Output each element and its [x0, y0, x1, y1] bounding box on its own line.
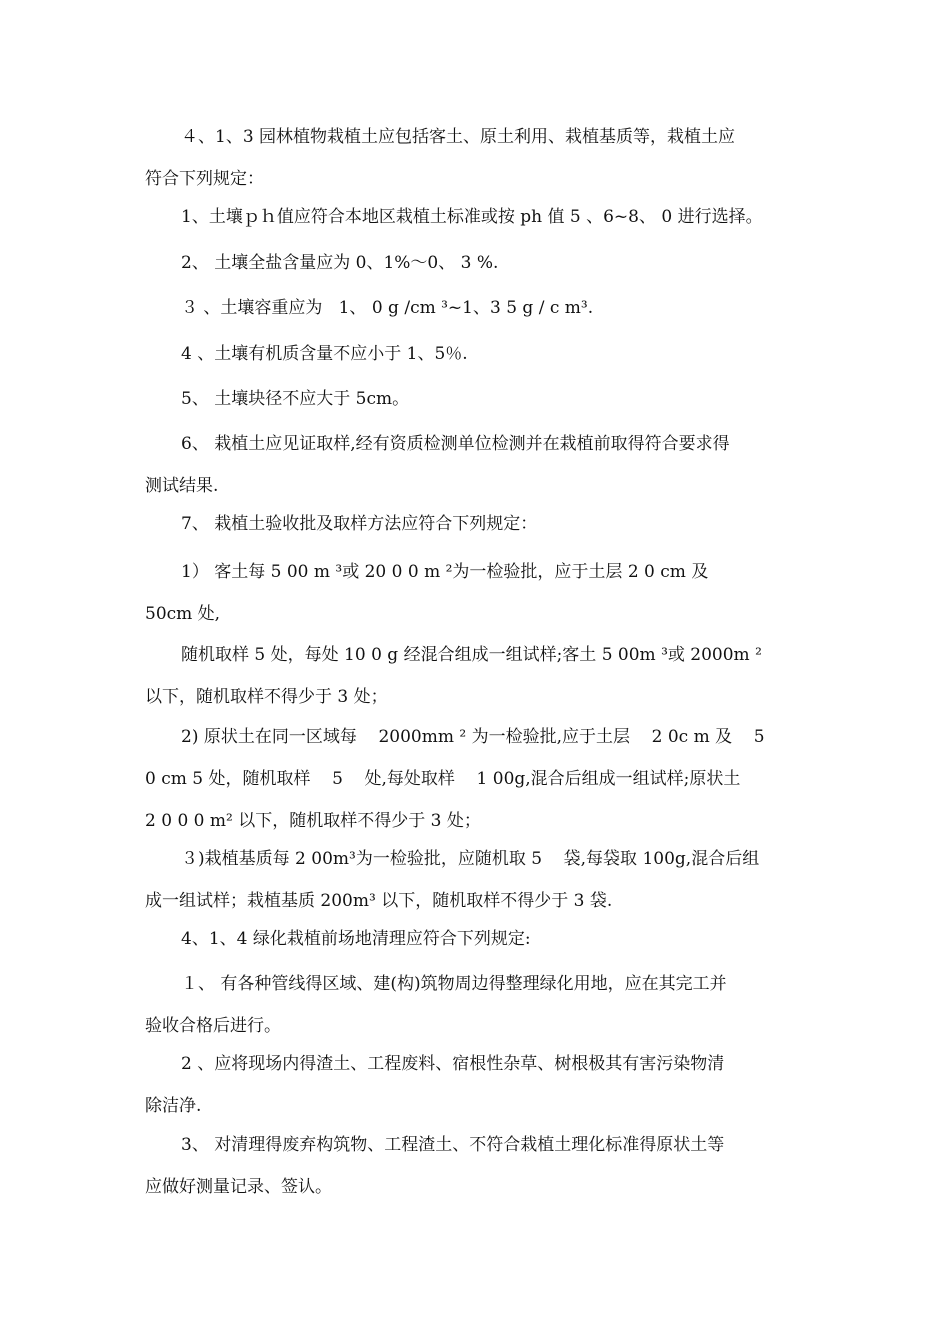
paragraph-salt — [145, 242, 805, 284]
text-line: 7、 栽植土验收批及取样方法应符合下列规定： — [181, 514, 538, 534]
text-line: 2、 土壤全盐含量应为 0、1%～0、 3 %. — [181, 253, 499, 273]
paragraph-density — [145, 287, 805, 329]
text-line: 测试结果. — [145, 476, 219, 496]
paragraph-clean-1 — [145, 963, 805, 1047]
paragraph-item-1 — [145, 551, 805, 635]
text-line: 符合下列规定： — [145, 169, 264, 189]
paragraph-item-3 — [145, 838, 805, 922]
text-line: 随机取样 5 处，每处 10 0 g 经混合组成一组试样;客土 5 00m ³或 2000m ² — [181, 645, 762, 665]
text-line: 除洁净. — [145, 1096, 202, 1116]
text-line: 验收合格后进行。 — [145, 1016, 281, 1036]
paragraph-sampling — [145, 423, 805, 507]
text-line: ３ 、土壤容重应为 1、 0 g /cm ³~1、3 5 g / c m³. — [181, 298, 594, 318]
text-line: 4、1、4 绿化栽植前场地清理应符合下列规定: — [181, 929, 531, 949]
text-line: 50cm 处, — [145, 604, 221, 624]
text-line: 2 、应将现场内得渣土、工程废料、宿根性杂草、树根极其有害污染物清 — [181, 1054, 725, 1074]
text-line: ３)栽植基质每 2 00m³为一检验批，应随机取 5 袋,每袋取 100g,混合后组 — [181, 849, 760, 869]
text-line: 2) 原状土在同一区域每 2000mm ² 为一检验批,应于土层 2 0c m 及 5 — [181, 727, 765, 747]
text-line: 1） 客土每 5 00 m ³或 20 0 0 m ²为一检验批，应于土层 2 0 cm 及 — [181, 562, 709, 582]
text-line: 6、 栽植土应见证取样,经有资质检测单位检测并在栽植前取得符合要求得 — [181, 434, 730, 454]
paragraph-item-2 — [145, 716, 805, 842]
text-line: 3、 对清理得废弃构筑物、工程渣土、不符合栽植土理化标准得原状土等 — [181, 1135, 725, 1155]
paragraph-4-1-4 — [145, 918, 805, 960]
paragraph-4-1-3 — [145, 116, 805, 200]
text-line: 成一组试样；栽植基质 200m³ 以下，随机取样不得少于 3 袋. — [145, 891, 613, 911]
text-line: 2 0 0 0 m² 以下，随机取样不得少于 3 处； — [145, 811, 481, 831]
paragraph-clean-2 — [145, 1043, 805, 1127]
text-line: 应做好测量记录、签认。 — [145, 1177, 332, 1197]
text-line: 0 cm 5 处，随机取样 5 处,每处取样 1 00g,混合后组成一组试样;原状土 — [145, 769, 741, 789]
text-line: 1、土壤ｐｈ值应符合本地区栽植土标准或按 ph 值 5 、6~8、 0 进行选择。 — [181, 207, 763, 227]
text-line: 5、 土壤块径不应大于 5cm。 — [181, 389, 410, 409]
paragraph-organic — [145, 333, 805, 375]
paragraph-random-sampling — [145, 634, 805, 718]
paragraph-particle — [145, 378, 805, 420]
text-line: 以下，随机取样不得少于 3 处； — [145, 687, 388, 707]
text-line: ４、1、3 园林植物栽植土应包括客土、原土利用、栽植基质等，栽植土应 — [181, 127, 736, 147]
paragraph-acceptance — [145, 503, 805, 545]
paragraph-ph — [145, 196, 805, 238]
text-line: １、 有各种管线得区域、建(构)筑物周边得整理绿化用地，应在其完工并 — [181, 974, 727, 994]
text-line: 4 、土壤有机质含量不应小于 1、5％. — [181, 344, 468, 364]
paragraph-clean-3 — [145, 1124, 805, 1208]
